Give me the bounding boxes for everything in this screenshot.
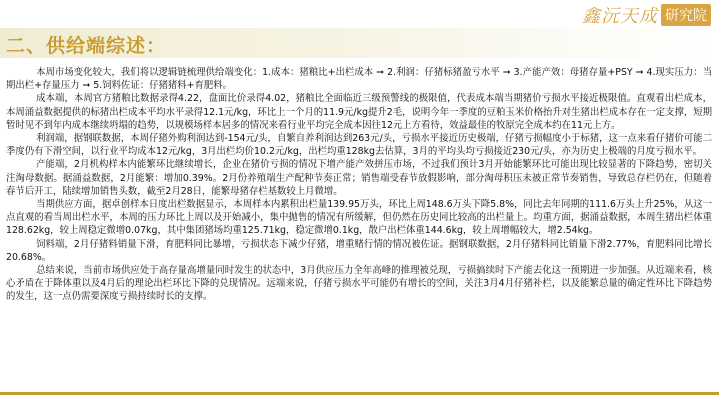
body-text <box>6 66 712 304</box>
paragraph-capacity: 产能端，2月机构样本内能繁环比继续增长，企业在猪价亏损的情况下增产能产效拼压市场，不过我们预计3月开始能繁环比可能出现比较显著的下降趋势，密切关注淘母数据。据涌益数据，2月能繁：增加0.39%。2月份养殖端生产配种节奏正常；销售端受春节放假影响，部分淘母积压未被正常节奏销售，导致总存栏仍在，但随着春节后开工，陆续增加销售头数，截至2月28日，能繁母猪存栏基数较上月微增。 <box>6 159 712 197</box>
brand-logo <box>582 4 711 26</box>
logo-box: 研究院 <box>661 4 711 26</box>
paragraph-supply: 当期供应方面，据卓创样本日度出栏数据显示，本周样本内累积出栏量139.95万头，环比上周148.6万头下降5.8%，同比去年同期的111.6万头上升25%，从这一点直观的看当周出栏水平，本周的压力环比上周以及开始减小，集中抛售的情况有所缓解，但仍然在历史同比较高的出栏量上。均重方面，据涌益数据，本周生猪出栏体重128.62kg，较上周稳定微增0.07kg，其中集团猪场均重125.71kg，稳定微增0.1kg，散户出栏体重144.6kg，较上周增幅较大，增2.54kg。 <box>6 199 712 237</box>
page-header <box>0 0 719 62</box>
paragraph-feed: 饲料端，2月仔猪料销量下滑，育肥料同比暴增，亏损状态下减少仔猪，增重赌行情的情况被佐证。据钢联数据，2月仔猪料同比销量下滑2.77%，育肥料同比增长20.68%。 <box>6 238 712 263</box>
paragraph-profit: 利润端，据钢联数据，本周仔猪外购利润达到-154元/头，自繁自养利润达到263元/头，亏损水平接近历史极端，仔猪亏损幅度小于标猪，这一点来看仔猪价可能二季度仍有下滑空间，以行业平均成本12元/kg，3月出栏均价10.2元/kg，出栏均重128kg去估算，3月的平均头均亏损接近230元/头，亦为历史上极端的月度亏损水平。 <box>6 133 712 158</box>
paragraph-intro: 本周市场变化较大，我们将以逻辑链梳理供给端变化：1.成本：猪粮比+出栏成本 ➞ 2.利润：仔猪标猪盈亏水平 ➞ 3.产能产效：母猪存量+PSY ➞ 4.现实压力：当期出栏+存量压力 ➞ 5.饲料佐证：仔猪猪料+育肥料。 <box>6 67 712 92</box>
section-title: 二、供给端综述： <box>6 35 167 57</box>
page-edge <box>0 395 719 405</box>
logo-text: 鑫沅天成 <box>582 6 658 27</box>
paragraph-cost: 成本端，本周官方猪粮比数据录得4.22，盘面比价录得4.02，猪粮比全面临近三级预警线的极限值，代表成本端当期猪价亏损水平接近极限值。直观看出栏成本，本周涌益数据提供的标猪出栏成本平均水平录得12.1元/kg，环比上一个月的11.9元/kg提升2毛，说明今年一季度的豆粕玉米价格抬升对生猪出栏成本存在一定支撑，短期暂时见不到年内成本继续坍塌的趋势，以规模场样本居多的情况来看行业平均完全成本因往12元上方看待，效益最佳的牧原完全成本约在11元上方。 <box>6 93 712 131</box>
paragraph-summary: 总结来说，当前市场供应处于高存量高增量同时发生的状态中，3月供应压力全年高峰的推理被兑现，亏损搞续时下产能去化这一预期进一步加强。从近端来看，核心矛盾在于降体重以及4月后的理论出栏环比下降的兑现情况。远端来说，仔猪亏损水平可能仍有增长的空间，关注3月4月仔猪补栏，以及能繁总量的确定性环比下降趋势的发生，这一点仍需要深度亏损持续时长的支撑。 <box>6 265 712 303</box>
